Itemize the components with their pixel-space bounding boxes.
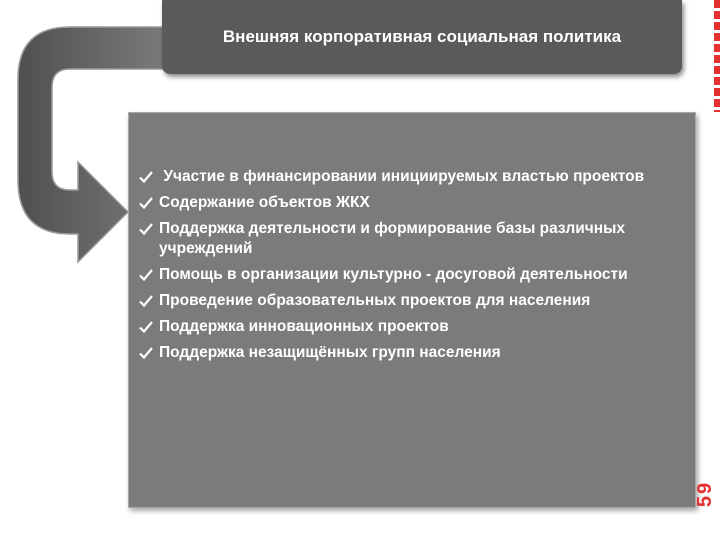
list-item	[139, 343, 687, 363]
content-box	[128, 112, 696, 508]
header-title-box	[162, 0, 682, 74]
checkmark-icon	[139, 170, 153, 184]
list-item	[139, 219, 687, 259]
checkmark-icon	[139, 294, 153, 308]
checkmark-icon	[139, 222, 153, 236]
list-item-label: Поддержка деятельности и формирование базы различных учреждений	[159, 220, 626, 257]
checkmark-icon	[139, 346, 153, 360]
list-item	[139, 265, 687, 285]
checkmark-icon	[139, 320, 153, 334]
list-item-label: Помощь в организации культурно - досуговой деятельности	[159, 266, 628, 283]
checkmark-icon	[139, 268, 153, 282]
side-decoration-bar	[714, 0, 720, 112]
list-item	[139, 193, 687, 213]
list-item	[139, 167, 687, 187]
list-item-label: Проведение образовательных проектов для населения	[159, 292, 591, 309]
page-number: 59	[694, 480, 716, 508]
list-item-label: Поддержка незащищённых групп населения	[159, 344, 501, 361]
page-title: Внешняя корпоративная социальная политика	[222, 27, 622, 46]
list-item-label: Поддержка инновационных проектов	[159, 318, 449, 335]
list-item	[139, 317, 687, 337]
policy-list	[139, 167, 687, 369]
list-item	[139, 291, 687, 311]
list-item-label: Содержание объектов ЖКХ	[159, 194, 370, 211]
checkmark-icon	[139, 196, 153, 210]
list-item-label: Участие в финансировании инициируемых властью проектов	[159, 168, 645, 185]
